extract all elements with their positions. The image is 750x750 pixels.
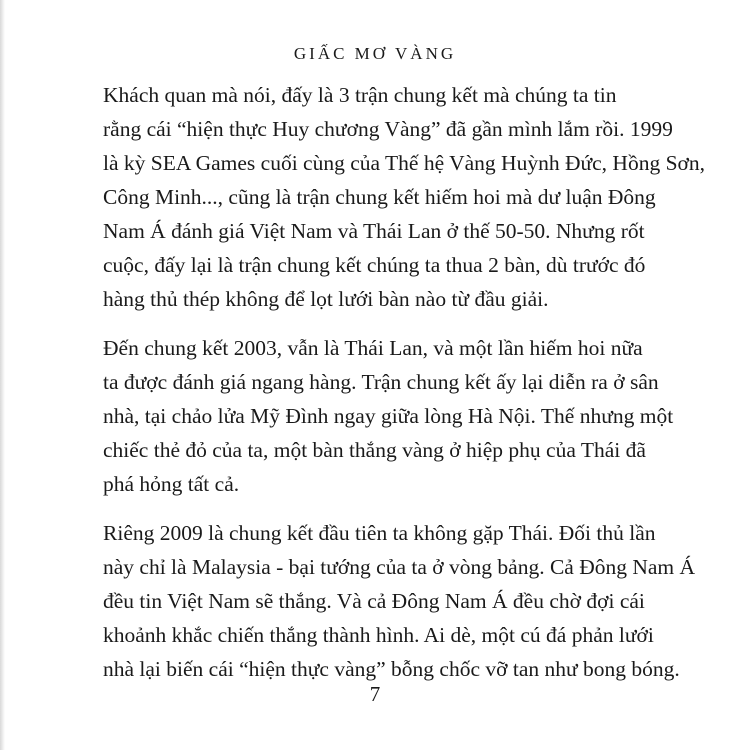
page-number: 7 — [369, 682, 381, 706]
text-line: Khách quan mà nói, đấy là 3 trận chung kết mà chúng ta tin — [103, 83, 617, 107]
text-line: nhà lại biến cái “hiện thực vàng” bỗng chốc vỡ tan như bong bóng. — [103, 657, 680, 681]
text-line: chiếc thẻ đỏ của ta, một bàn thắng vàng ở hiệp phụ của Thái đã — [103, 438, 646, 462]
text-line: Công Minh..., cũng là trận chung kết hiếm hoi mà dư luận Đông — [103, 185, 656, 209]
text-line: khoảnh khắc chiến thắng thành hình. Ai dè, một cú đá phản lưới — [103, 623, 654, 647]
text-line: rằng cái “hiện thực Huy chương Vàng” đã gần mình lắm rồi. 1999 — [103, 117, 673, 141]
text-line: Riêng 2009 là chung kết đầu tiên ta không gặp Thái. Đối thủ lần — [103, 521, 656, 545]
paragraph-2 — [103, 331, 683, 501]
text-line: đều tin Việt Nam sẽ thắng. Và cả Đông Nam Á đều chờ đợi cái — [103, 589, 645, 613]
text-line: này chỉ là Malaysia - bại tướng của ta ở vòng bảng. Cả Đông Nam Á — [103, 555, 696, 579]
text-line: nhà, tại chảo lửa Mỹ Đình ngay giữa lòng Hà Nội. Thế nhưng một — [103, 404, 674, 428]
text-line: là kỳ SEA Games cuối cùng của Thế hệ Vàng Huỳnh Đức, Hồng Sơn, — [103, 151, 706, 175]
running-head: GIẤC MƠ VÀNG — [293, 44, 457, 63]
text-line: hàng thủ thép không để lọt lưới bàn nào từ đầu giải. — [103, 287, 549, 311]
text-line: ta được đánh giá ngang hàng. Trận chung kết ấy lại diễn ra ở sân — [103, 370, 659, 394]
text-line: Nam Á đánh giá Việt Nam và Thái Lan ở thế 50-50. Nhưng rốt — [103, 219, 645, 243]
page-edge-shadow — [0, 0, 5, 750]
paragraph-1 — [103, 78, 706, 316]
body-text — [103, 78, 706, 701]
text-line: phá hỏng tất cả. — [103, 472, 240, 496]
text-line: cuộc, đấy lại là trận chung kết chúng ta thua 2 bàn, dù trước đó — [103, 253, 646, 277]
paragraph-3 — [103, 516, 696, 686]
text-line: Đến chung kết 2003, vẫn là Thái Lan, và một lần hiếm hoi nữa — [103, 336, 643, 360]
